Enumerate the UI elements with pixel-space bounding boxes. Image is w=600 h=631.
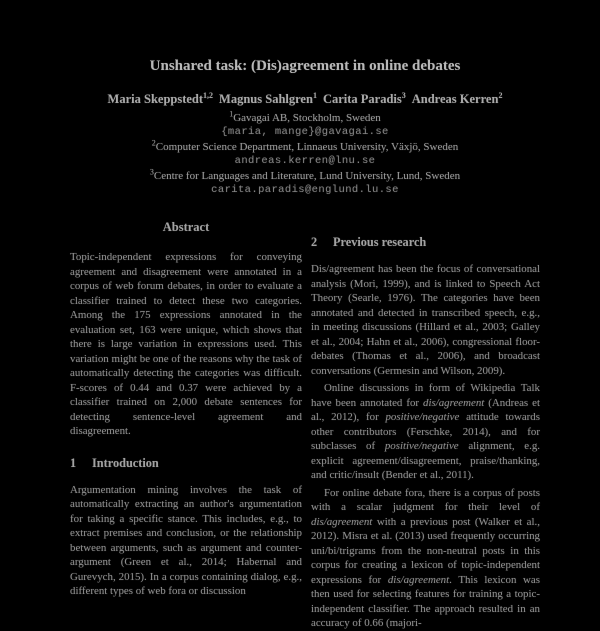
- section-title: Previous research: [333, 235, 427, 250]
- affiliation-email: carita.paradis@englund.lu.se: [211, 184, 399, 197]
- author-name: Carita Paradis: [322, 92, 402, 106]
- abstract-heading: Abstract: [162, 220, 210, 235]
- author-line: [70, 92, 540, 107]
- affiliation-email: andreas.kerren@lnu.se: [234, 155, 376, 168]
- previous-research-paragraph: For online debate fora, there is a corpus of posts with a scalar judgment for their level of dis/agreement with a previous post (Walker et al., 2012). Misra et al. (2013) used frequently occurring uni/bi/trigrams from the non-neutral posts in this corpus for creating a lexicon of topic-independent expressions for dis/agreement. This lexicon was then used for selecting features for training a topic-independent classifier. The approach resulted in an accuracy of 0.66 (majori-: [311, 486, 540, 630]
- abstract-body: Topic-independent expressions for conveying agreement and disagreement were annotated in a corpus of web forum debates, in order to evaluate a classifier trained to detect these two categories. Among the 175 expressions annotated in the evaluation set, 163 were unique, which shows that there is large variation in expressions used. This variation might be one of the reasons why the task of automatically detecting the categories was difficult. F-scores of 0.44 and 0.37 were achieved by a classifier trained on 2,000 debate sentences for detecting sentence-level agreement and disagreement.: [70, 251, 302, 438]
- author: [323, 92, 406, 106]
- section-heading-previous-research: [311, 235, 540, 250]
- author-affiliation-superscript: 1,2: [203, 90, 214, 100]
- affiliation-superscript: 1: [229, 109, 234, 119]
- section-title: Introduction: [92, 455, 159, 470]
- author-affiliation-superscript: 3: [401, 90, 406, 100]
- affiliation-superscript: 3: [149, 166, 154, 176]
- author: [108, 92, 214, 106]
- paper-page: [70, 0, 540, 630]
- affiliation-line: [70, 111, 540, 125]
- introduction-paragraph: Argumentation mining involves the task of automatically extracting an author's argumentation for taking a specific stance. This includes, e.g., to extract premises and conclusion, or the relationship between arguments, such as argument and counter-argument (Green et al., 2014; Habernal and Gurevych, 2015). In a corpus containing dialog, e.g., different types of web fora or discussion: [70, 483, 302, 598]
- author-name: Magnus Sahlgren: [219, 92, 313, 106]
- left-column: [70, 218, 302, 631]
- affiliation-line: [70, 140, 540, 154]
- right-column: [311, 218, 540, 631]
- author-name: Maria Skeppstedt: [107, 92, 204, 106]
- two-column-body: [70, 218, 540, 631]
- author-name: Andreas Kerren: [411, 92, 499, 106]
- section-number: 2: [311, 235, 318, 250]
- section-number: 1: [70, 455, 77, 470]
- author-affiliation-superscript: 1: [312, 90, 317, 100]
- section-heading-introduction: [70, 456, 302, 471]
- author-affiliation-superscript: 2: [498, 90, 503, 100]
- previous-research-paragraph: Online discussions in form of Wikipedia Talk have been annotated for dis/agreement (Andreas et al., 2012), for positive/negative attitude towards other contributors (Ferschke, 2014), and for subclasses of positive/negative alignment, e.g. explicit agreement/disagreement, praise/thanking, and critic/insult (Bender et al., 2011).: [311, 382, 540, 482]
- affiliation-email: {maria, mange}@gavagai.se: [221, 126, 389, 139]
- affiliation-text: Computer Science Department, Linnaeus University, Växjö, Sweden: [155, 140, 459, 153]
- affiliation-text: Gavagai AB, Stockholm, Sweden: [233, 112, 381, 124]
- affiliation-line: [70, 166, 540, 183]
- affiliations-block: [70, 111, 540, 197]
- author: [219, 92, 317, 106]
- affiliation-text: Centre for Languages and Literature, Lund University, Lund, Sweden: [153, 169, 461, 182]
- paper-title: Unshared task: (Dis)agreement in online debates: [149, 58, 461, 74]
- affiliation-superscript: 2: [151, 138, 156, 148]
- previous-research-paragraph: Dis/agreement has been the focus of conversational analysis (Mori, 1999), and is linked to Speech Act Theory (Searle, 1976). The categories have been annotated and detected in transcribed speech, e.g., in meeting discussions (Hillard et al., 2003; Galley et al., 2004; Hahn et al., 2006), congressional floor-debates (Thomas et al., 2006), and broadcast conversations (Germesin and Wilson, 2009).: [311, 263, 540, 377]
- author: [412, 92, 503, 106]
